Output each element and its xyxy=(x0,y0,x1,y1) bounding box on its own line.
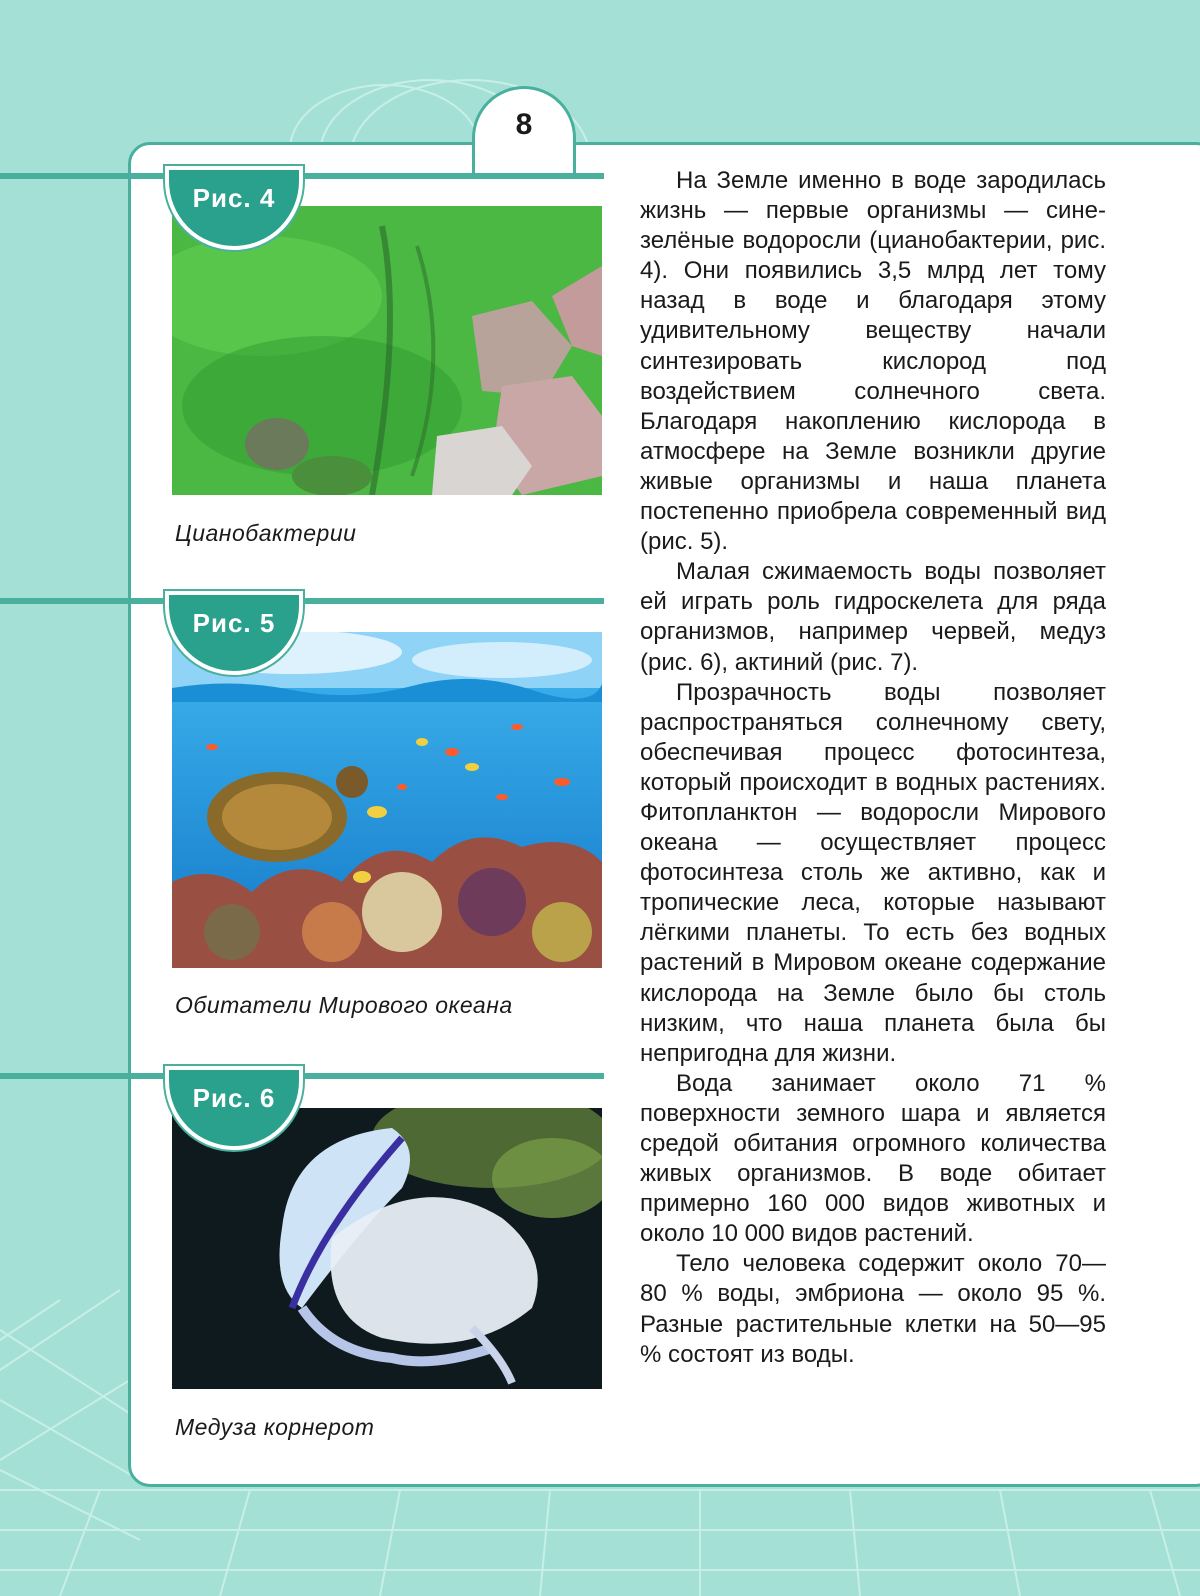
figure-caption: Цианобактерии xyxy=(175,520,357,546)
figure-caption: Обитатели Мирового океана xyxy=(175,992,513,1018)
paragraph: Вода занимает около 71 % поверхности земного шара и является средой обитания огромного количества живых организмов. В воде обитает примерно 160 000 видов животных и около 10 000 видов растений. xyxy=(640,1069,1106,1248)
figure-label: Рис. 5 xyxy=(165,591,303,675)
paragraph: На Земле именно в воде зародилась жизнь — первые организмы — сине-зелёные водоросли (цианобактерии, рис. 4). Они появились 3,5 млрд лет тому назад в воде и благодаря этому удивительному веществу начали синтезировать кислород под воздействием солнечного света. Благодаря накоплению кислорода в атмосфере на Земле возникли другие живые организмы и наша планета постепенно приобрела современный вид (рис. 5). xyxy=(640,167,1106,556)
page-number: 8 xyxy=(515,108,533,141)
figure-label: Рис. 4 xyxy=(165,166,303,250)
jellyfish-photo xyxy=(172,1108,602,1389)
paragraph: Тело человека содержит около 70—80 % воды, эмбриона — около 95 %. Разные растительные клетки на 50—95 % состоят из воды. xyxy=(640,1250,1106,1368)
paragraph: Прозрачность воды позволяет распространяться солнечному свету, обеспечивая процесс фотосинтеза, который происходит в водных растениях. Фитопланктон — водоросли Мирового океана — осуществляет процесс фотосинтеза столь же активно, как и тропические леса, которые называют лёгкими планеты. То есть без водных растений в Мировом океане содержание кислорода на Земле было бы столь низким, что наша планета была бы непригодна для жизни. xyxy=(640,678,1106,1067)
figure-caption: Медуза корнерот xyxy=(175,1414,375,1440)
figure-label: Рис. 6 xyxy=(165,1066,303,1150)
body-text xyxy=(640,166,1106,1370)
paragraph: Малая сжимаемость воды позволяет ей играть роль гидроскелета для ряда организмов, например червей, медуз (рис. 6), актиний (рис. 7). xyxy=(640,558,1106,676)
ocean-inhabitants-photo xyxy=(172,632,602,968)
